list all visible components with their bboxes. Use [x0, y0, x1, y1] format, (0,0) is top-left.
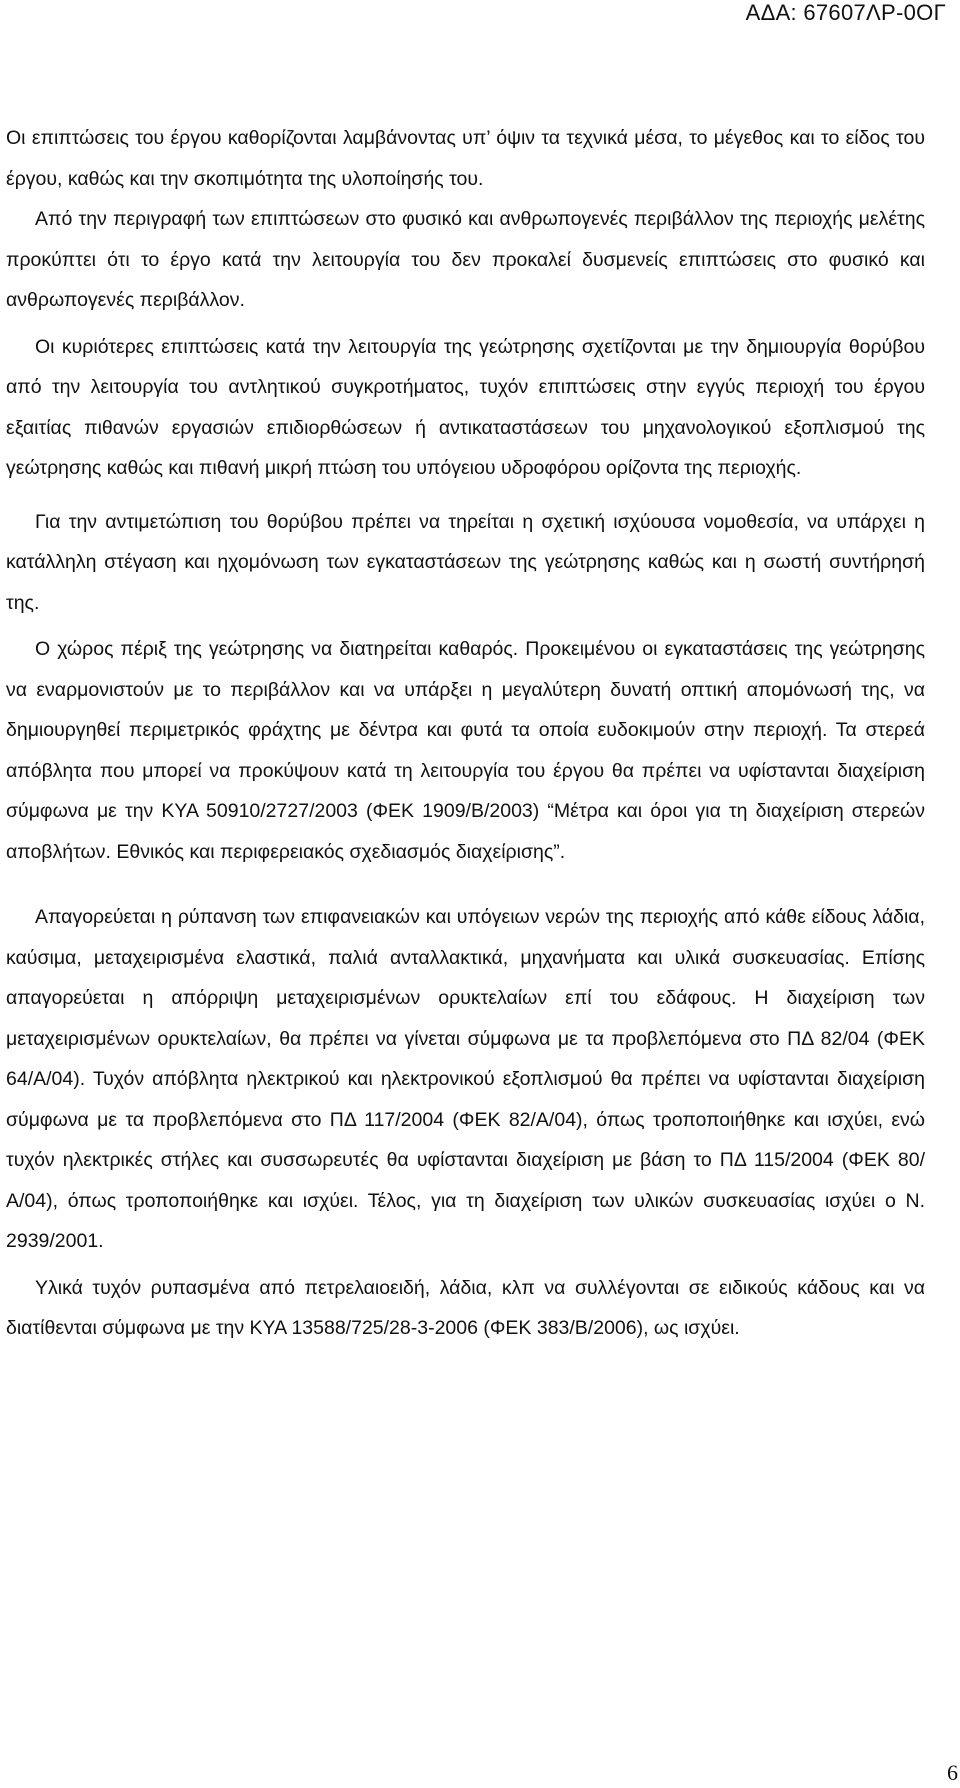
ada-header: ΑΔΑ: 67607ΛΡ-0ΟΓ [745, 0, 946, 25]
paragraph-main-impacts: Οι κυριότερες επιπτώσεις κατά την λειτουργία της γεώτρησης σχετίζονται με την δημιουργία θορύβου από την λειτουργία του αντλητικού συγκροτήματος, τυχόν επιπτώσεις στην εγγύς περιοχή του έργου εξαιτίας πιθανών εργασιών επιδιορθώσεων ή αντικαταστάσεων του μηχανολογικού εξοπλισμού της γεώτρησης καθώς και πιθανή μικρή πτώση του υπόγειου υδροφόρου ορίζοντα της περιοχής. [6, 335, 925, 479]
paragraph-noise-mitigation: Για την αντιμετώπιση του θορύβου πρέπει να τηρείται η σχετική ισχύουσα νομοθεσία, να υπάρχει η κατάλληλη στέγαση και ηχομόνωση των εγκαταστάσεων της γεώτρησης καθώς και η σωστή συντήρησή της. [6, 510, 925, 614]
paragraph-contaminated-materials: Υλικά τυχόν ρυπασμένα από πετρελαιοειδή, λάδια, κλπ να συλλέγονται σε ειδικούς κάδους και να διατίθενται σύμφωνα με την ΚΥΑ 13588/725/28-3-2006 (ΦΕΚ 383/Β/2006), ως ισχύει. [6, 1276, 925, 1339]
paragraph-impacts-description: Από την περιγραφή των επιπτώσεων στο φυσικό και ανθρωπογενές περιβάλλον της περιοχής μελέτης προκύπτει ότι το έργο κατά την λειτουργία του δεν προκαλεί δυσμενείς επιπτώσεις στο φυσικό και ανθρωπογενές περιβάλλον. [6, 208, 925, 311]
paragraph-impacts-intro: Οι επιπτώσεις του έργου καθορίζονται λαμβάνοντας υπ’ όψιν τα τεχνικά μέσα, το μέγεθος και το είδος του έργου, καθώς και την σκοπιμότητα της υλοποίησής του. [6, 127, 925, 190]
paragraph-pollution-prohibition: Απαγορεύεται η ρύπανση των επιφανειακών και υπόγειων νερών της περιοχής από κάθε είδους λάδια, καύσιμα, μεταχειρισμένα ελαστικά, παλιά ανταλλακτικά, μηχανήματα και υλικά συσκευασίας. Επίσης απαγορεύεται η απόρριψη μεταχειρισμένων ορυκτελαίων επί του εδάφους. Η διαχείριση των μεταχειρισμένων ορυκτελαίων, θα πρέπει να γίνεται σύμφωνα με τα προβλεπόμενα στο ΠΔ 82/04 (ΦΕΚ 64/Α/04). Τυχόν απόβλητα ηλεκτρικού και ηλεκτρονικού εξοπλισμού θα πρέπει να υφίστανται διαχείριση σύμφωνα με τα προβλεπόμενα στο ΠΔ 117/2004 (ΦΕΚ 82/Α/04), όπως τροποποιήθηκε και ισχύει, ενώ τυχόν ηλεκτρικές στήλες και συσσωρευτές θα υφίστανται διαχείριση με βάση το ΠΔ 115/2004 (ΦΕΚ 80/Α/04), όπως τροποποιήθηκε και ισχύει. Τέλος, για τη διαχείριση των υλικών συσκευασίας ισχύει ο Ν. 2939/2001. [6, 906, 925, 1252]
paragraph-site-cleanliness: Ο χώρος πέριξ της γεώτρησης να διατηρείται καθαρός. Προκειμένου οι εγκαταστάσεις της γεώτρησης να εναρμονιστούν με το περιβάλλον και να υπάρξει η μεγαλύτερη δυνατή οπτική απομόνωσή της, να δημιουργηθεί περιμετρικός φράχτης με δέντρα και φυτά τα οποία ευδοκιμούν στην περιοχή. Τα στερεά απόβλητα που μπορεί να προκύψουν κατά τη λειτουργία του έργου θα πρέπει να υφίστανται διαχείριση σύμφωνα με την ΚΥΑ 50910/2727/2003 (ΦΕΚ 1909/Β/2003) “Μέτρα και όροι για τη διαχείριση στερεών αποβλήτων. Εθνικός και περιφερειακός σχεδιασμός διαχείρισης”. [6, 638, 925, 863]
page-number: 6 [947, 1760, 958, 1785]
document-body [6, 118, 925, 1349]
